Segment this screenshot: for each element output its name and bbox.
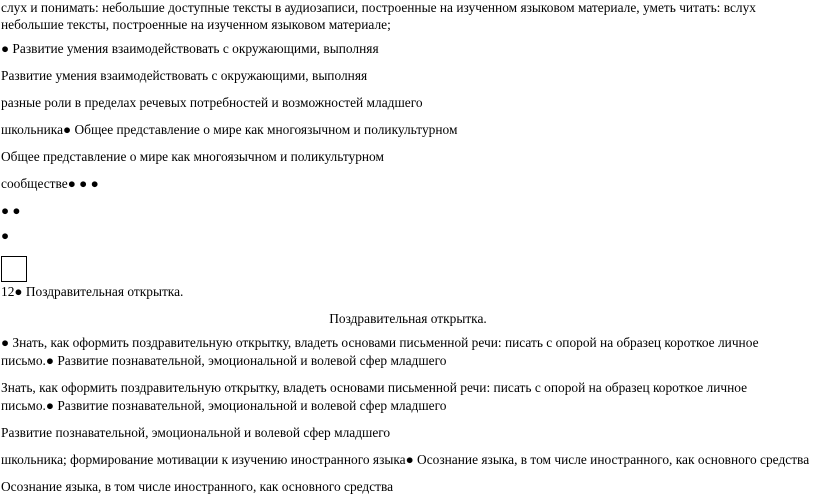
bullet-line: ● ● (1, 203, 21, 218)
empty-cell-box (1, 256, 27, 282)
text-line: сообществе● ● ● (1, 176, 99, 191)
text-line: разные роли в пределах речевых потребностей и возможностей младшего (1, 95, 423, 110)
bullet-line: ● (1, 228, 10, 243)
lesson-number-line: 12● Поздравительная открытка. (1, 284, 184, 299)
text-line: школьника● Общее представление о мире как многоязычном и поликультурном (1, 122, 458, 137)
bullet-line: ● Знать, как оформить поздравительную открытку, владеть основами письменной речи: писать с опорой на образец короткое личное (1, 335, 759, 350)
section-heading: Поздравительная открытка. (329, 311, 487, 326)
text-line: Развитие познавательной, эмоциональной и волевой сфер младшего (1, 425, 391, 440)
bullet-line: ● Развитие умения взаимодействовать с окружающими, выполняя (1, 41, 379, 56)
text-line: слух и понимать: небольшие доступные тексты в аудиозаписи, построенные на изученном языковом материале, уметь читать: вслух (1, 0, 756, 15)
text-line: письмо.● Развитие познавательной, эмоциональной и волевой сфер младшего (1, 398, 447, 413)
text-line: письмо.● Развитие познавательной, эмоциональной и волевой сфер младшего (1, 353, 447, 368)
text-line: Осознание языка, в том числе иностранного, как основного средства (1, 479, 394, 494)
text-line: Общее представление о мире как многоязычном и поликультурном (1, 149, 384, 164)
text-line: небольшие тексты, построенные на изученном языковом материале; (1, 17, 391, 32)
text-line: Знать, как оформить поздравительную открытку, владеть основами письменной речи: писать с опорой на образец короткое личное (1, 380, 748, 395)
text-line: школьника; формирование мотивации к изучению иностранного языка● Осознание языка, в том числе иностранного, как основного средства (1, 452, 810, 467)
text-line: Развитие умения взаимодействовать с окружающими, выполняя (1, 68, 368, 83)
